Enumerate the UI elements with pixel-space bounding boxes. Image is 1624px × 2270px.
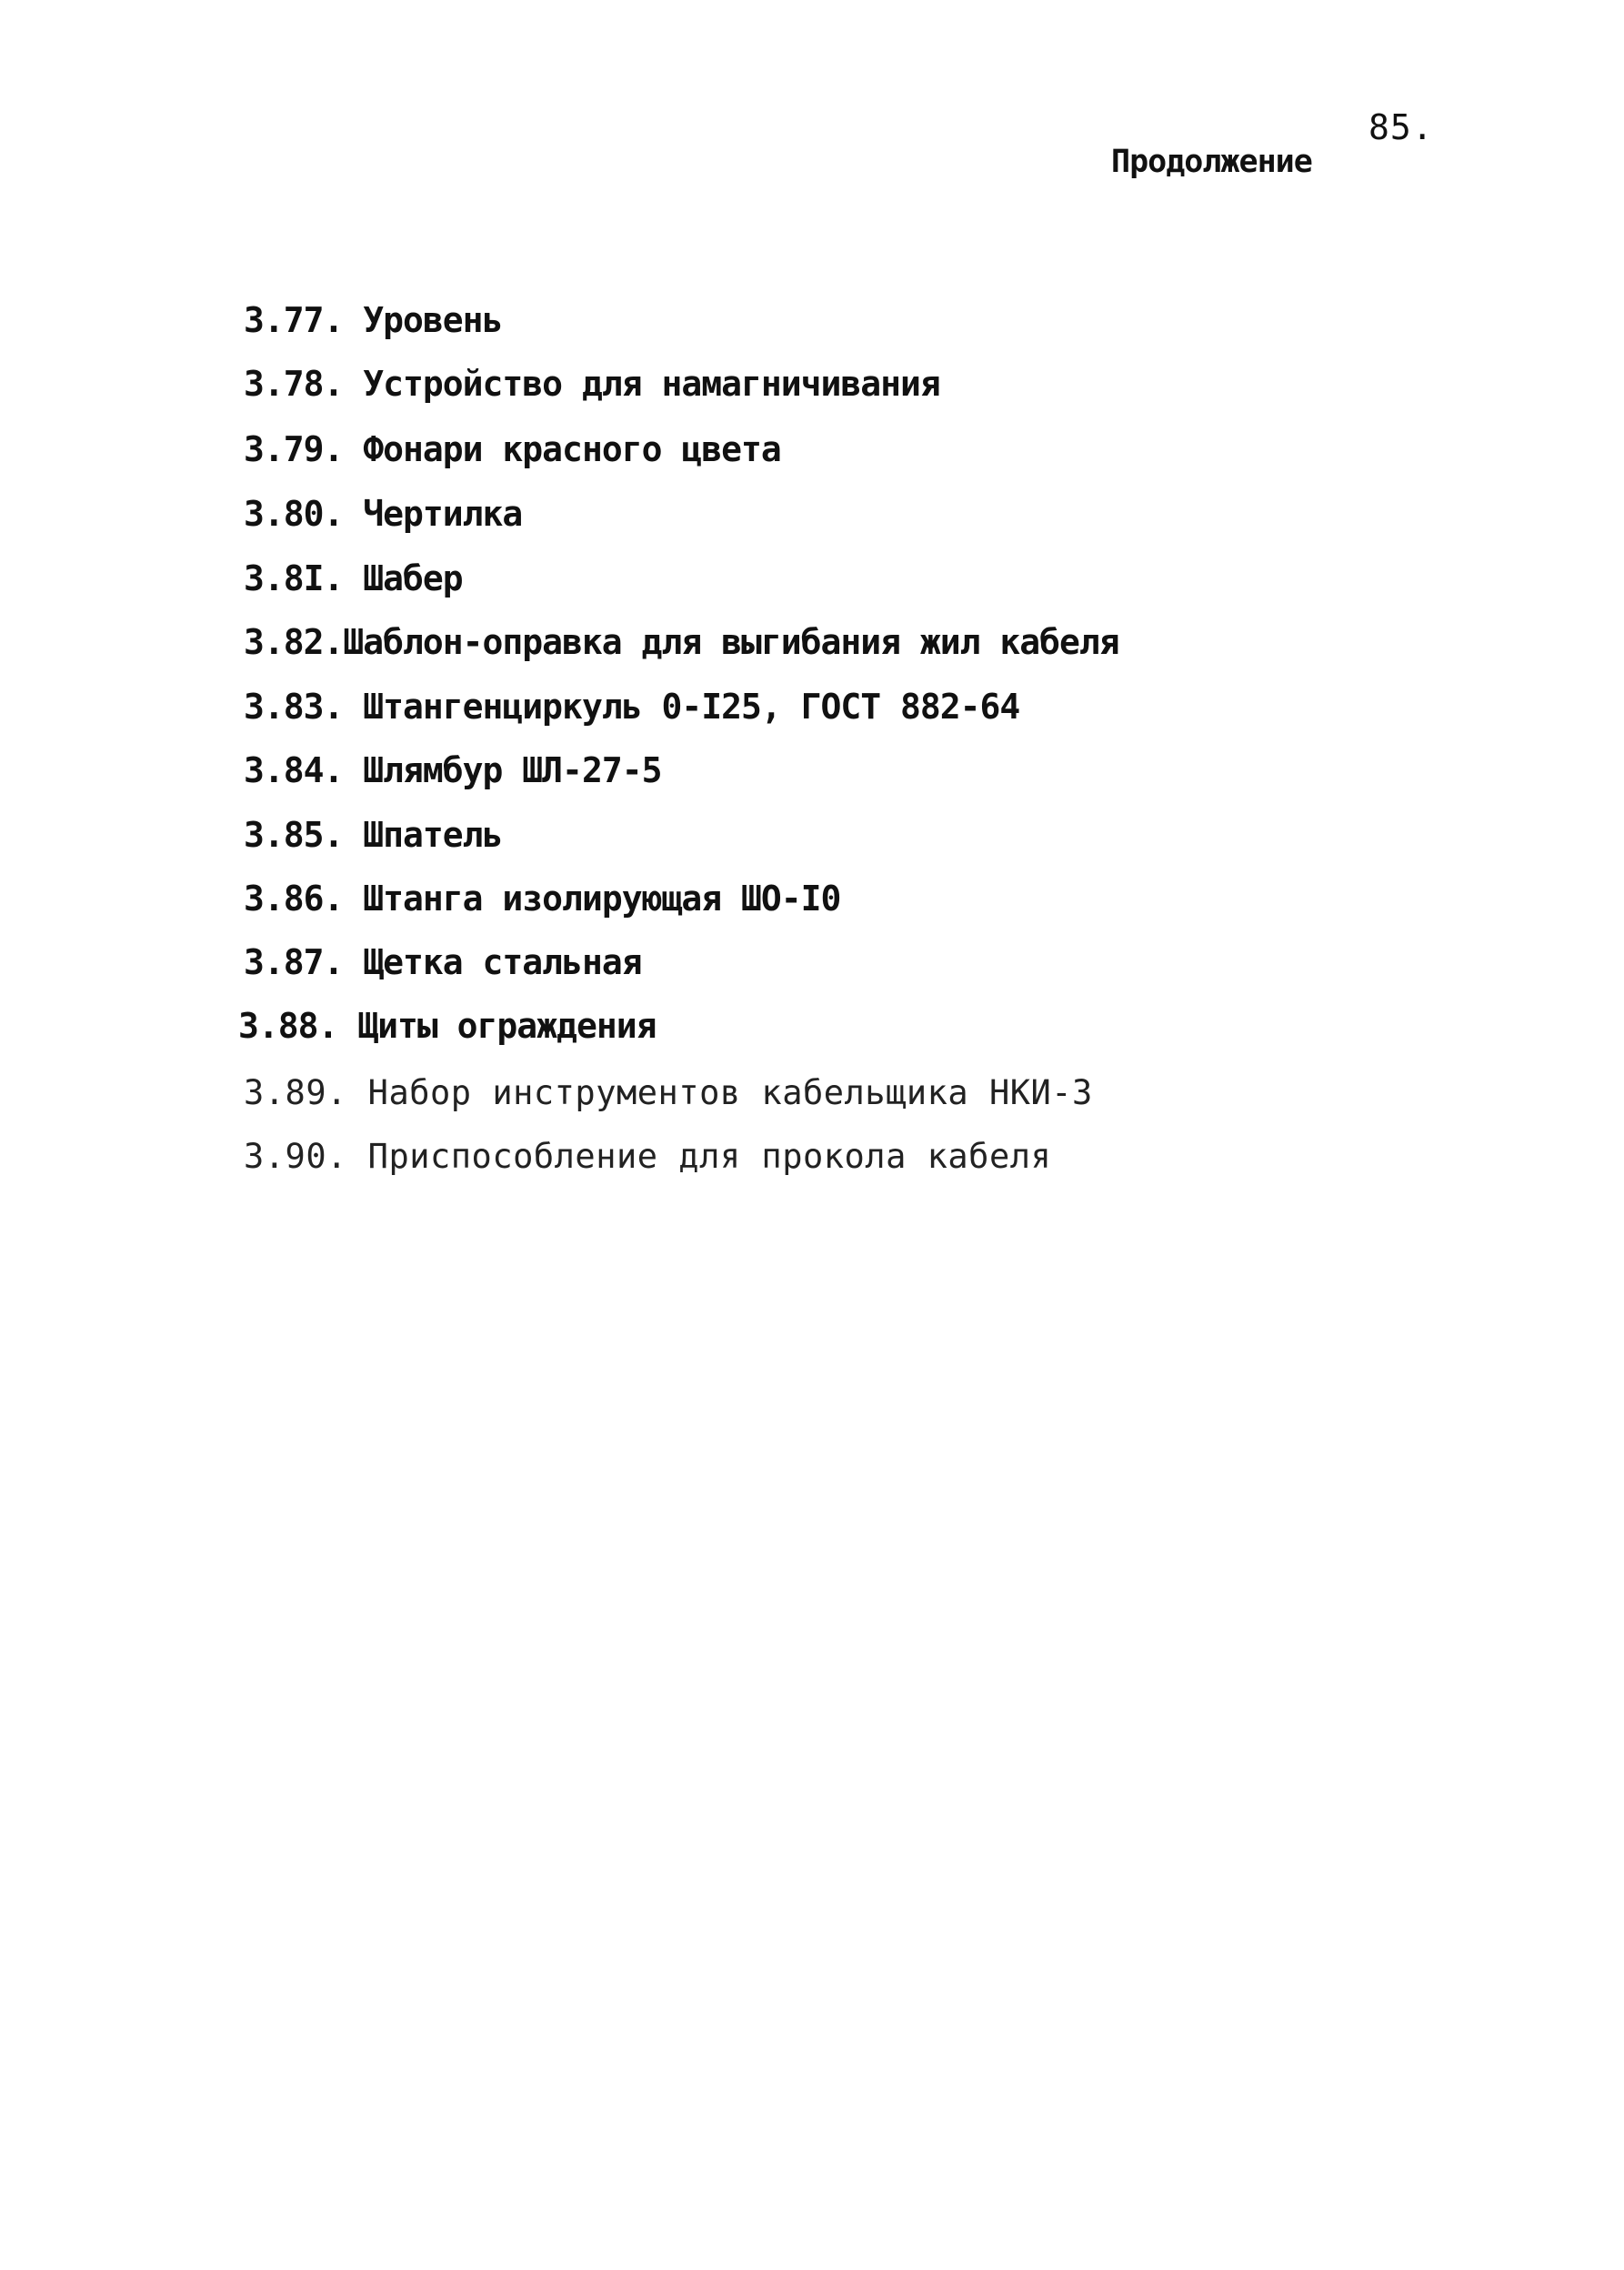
item-number: 3.85.	[244, 815, 344, 855]
list-item	[244, 364, 940, 404]
item-number: 3.8I.	[244, 558, 344, 598]
item-text: Шлямбур ШЛ-27-5	[363, 750, 662, 790]
list-item	[244, 494, 522, 534]
continuation-label: Продолжение	[1111, 144, 1312, 180]
item-text: Штангенциркуль 0-I25, ГОСТ 882-64	[363, 687, 1020, 727]
list-item	[244, 558, 463, 598]
list-item	[244, 300, 502, 340]
item-number: 3.89.	[244, 1073, 347, 1112]
list-item	[244, 1073, 1093, 1113]
item-number: 3.90.	[244, 1137, 347, 1176]
list-item	[244, 815, 502, 855]
item-text: Приспособление для прокола кабеля	[367, 1137, 1052, 1176]
item-text: Фонари красного цвета	[363, 429, 781, 469]
item-text: Щетка стальная	[363, 942, 642, 982]
item-text: Чертилка	[363, 494, 523, 534]
list-item	[244, 942, 642, 982]
list-item	[244, 750, 661, 790]
item-text: Шпатель	[363, 815, 503, 855]
item-number: 3.79.	[244, 429, 344, 469]
item-text: Щиты ограждения	[357, 1006, 657, 1046]
item-text: Устройство для намагничивания	[363, 364, 940, 404]
item-text: Набор инструментов кабельщика НКИ-3	[367, 1073, 1093, 1112]
item-number: 3.78.	[244, 364, 344, 404]
item-text: Шаблон-оправка для выгибания жил кабеля	[343, 622, 1119, 662]
list-item	[244, 622, 1119, 662]
list-item	[244, 1137, 1051, 1177]
item-number: 3.80.	[244, 494, 344, 534]
list-item	[244, 687, 1019, 727]
item-text: Шабер	[363, 558, 463, 598]
list-item	[244, 879, 840, 919]
item-number: 3.77.	[244, 300, 344, 340]
item-number: 3.84.	[244, 750, 344, 790]
item-number: 3.83.	[244, 687, 344, 727]
item-number: 3.88.	[238, 1006, 338, 1046]
item-text: Штанга изолирующая ШО-I0	[363, 879, 841, 919]
list-item	[238, 1006, 656, 1046]
item-text: Уровень	[363, 300, 503, 340]
list-item	[244, 429, 781, 469]
item-number: 3.87.	[244, 942, 344, 982]
item-number: 3.82.	[244, 622, 344, 662]
item-number: 3.86.	[244, 879, 344, 919]
page-number: 85.	[1368, 107, 1434, 147]
